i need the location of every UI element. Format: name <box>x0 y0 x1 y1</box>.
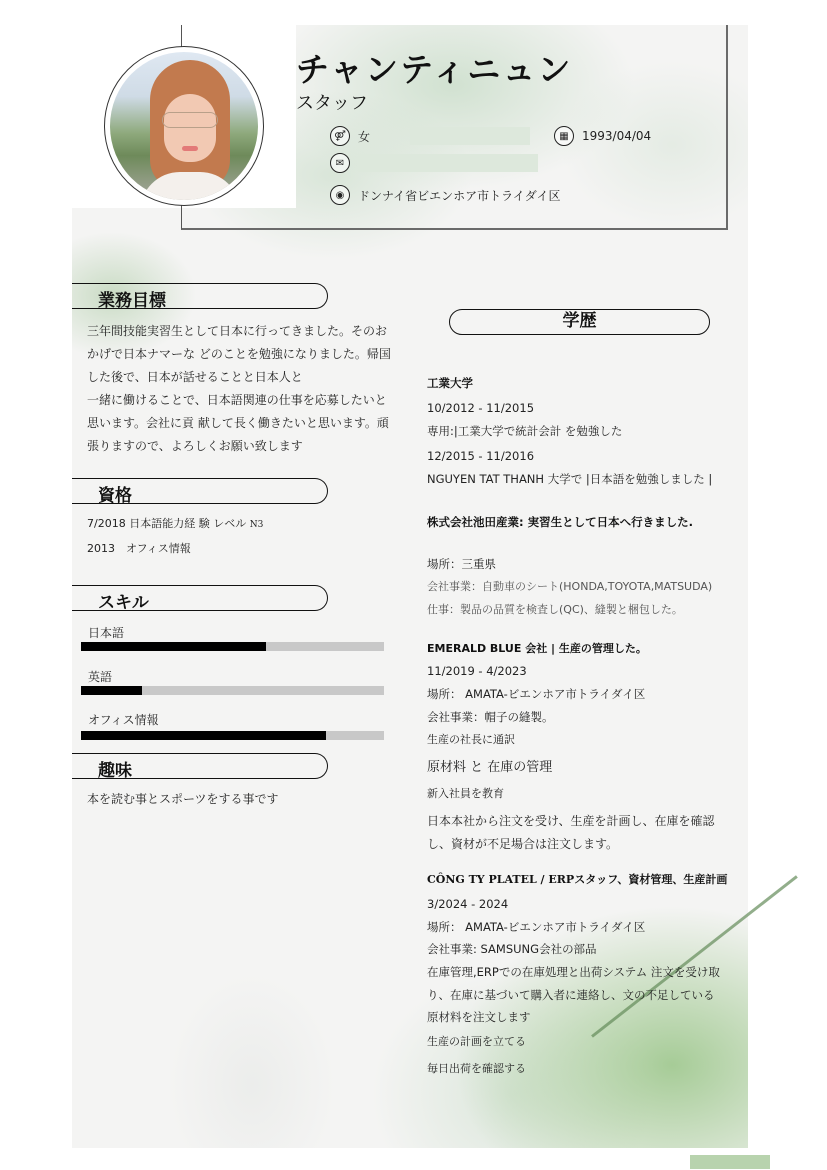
email-row <box>330 153 538 173</box>
experience-line: 場所： AMATA-ビエンホア市トライダイ区 <box>427 920 646 934</box>
experience-title: EMERALD BLUE 会社 | 生産の管理した。 <box>427 642 647 655</box>
experience-line: 原材料を注文します <box>427 1010 531 1024</box>
qualification-item: 2013 オフィス情報 <box>87 542 191 555</box>
experience-line: 生産の計画を立てる <box>427 1035 526 1048</box>
avatar-lips <box>182 146 198 151</box>
skill-bar-english <box>81 686 384 695</box>
avatar-glasses <box>162 112 218 128</box>
experience-line: 会社事業：自動車のシート(HONDA,TOYOTA,MATSUDA) <box>427 580 713 593</box>
experience-line: 場所：三重県 <box>427 557 496 571</box>
email-value <box>358 154 538 172</box>
avatar-face <box>164 94 216 162</box>
section-title: 業務目標 <box>98 291 166 311</box>
birthdate-row <box>554 126 651 146</box>
section-education-header <box>449 309 710 335</box>
experience-line: 新入社員を教育 <box>427 787 504 800</box>
candidate-role: スタッフ <box>296 93 368 114</box>
section-title: 趣味 <box>98 761 132 781</box>
skill-bar-fill <box>81 731 326 740</box>
experience-title: CÔNG TY PLATEL / ERPスタッフ、資材管理、生産計画 <box>427 873 728 886</box>
skill-label-english: 英語 <box>88 670 113 684</box>
address-row <box>330 185 561 205</box>
objective-line: 思います。会社に貢 献して長く働きたいと思います。頑 <box>87 416 389 430</box>
experience-period: 3/2024 - 2024 <box>427 897 509 911</box>
section-qualifications-header <box>72 478 328 504</box>
objective-line: した後で、日本が話せることと日本人と <box>87 370 303 384</box>
skill-label-japanese: 日本語 <box>88 626 125 640</box>
section-objective-header <box>72 283 328 309</box>
objective-line: 一緒に働けることで、日本語関連の仕事を応募したいと <box>87 393 387 407</box>
experience-line: 場所： AMATA-ビエンホア市トライダイ区 <box>427 687 646 701</box>
leaf-decoration <box>591 875 798 1037</box>
experience-line: 原材料 と 在庫の管理 <box>427 760 553 775</box>
education-period: 12/2015 - 11/2016 <box>427 449 535 463</box>
hobbies-text: 本を読む事とスポーツをする事です <box>87 792 279 806</box>
section-hobbies-header <box>72 753 328 779</box>
experience-line: 生産の社長に通訳 <box>427 733 515 746</box>
gender-icon: ⚤ <box>330 126 350 146</box>
gender-row <box>330 126 530 146</box>
birthdate-value: 1993/04/04 <box>582 129 652 143</box>
education-desc: 専用:|工業大学で統計会計 を勉強した <box>427 424 623 438</box>
section-title: 資格 <box>98 486 132 506</box>
location-pin-icon: ◉ <box>330 185 350 205</box>
qualification-item <box>87 512 407 537</box>
experience-title: 株式会社池田産業: 実習生として日本へ行きました. <box>427 515 693 529</box>
experience-line: 会社事業: SAMSUNG会社の部品 <box>427 942 597 956</box>
skill-label-office: オフィス情報 <box>88 713 159 727</box>
experience-period: 11/2019 - 4/2023 <box>427 664 527 678</box>
skill-bar-fill <box>81 686 142 695</box>
mail-icon: ✉ <box>330 153 350 173</box>
education-school: 工業大学 <box>427 376 473 390</box>
experience-line: 日本本社から注文を受け、生産を計画し、在庫を確認 <box>427 814 715 828</box>
skill-bar-fill <box>81 642 266 651</box>
objective-line: 張りますので、よろしくお願い致します <box>87 439 303 453</box>
objective-line: 三年間技能実習生として日本に行ってきました。そのお <box>87 324 388 338</box>
experience-line: 在庫管理,ERPでの在庫処理と出荷システム 注文を受け取 <box>427 965 720 979</box>
address-value: ドンナイ省ビエンホア市トライダイ区 <box>358 188 561 203</box>
section-title: スキル <box>98 593 149 613</box>
experience-line: 毎日出荷を確認する <box>427 1062 526 1075</box>
redacted-area <box>690 1155 770 1169</box>
experience-line: 仕事：製品の品質を検査し(QC)、縫製と梱包した。 <box>427 603 683 616</box>
experience-line: 会社事業：帽子の縫製。 <box>427 710 554 724</box>
qualifications-list <box>87 512 407 560</box>
skill-bar-japanese <box>81 642 384 651</box>
qualification-level: N3 <box>249 520 264 530</box>
education-desc: NGUYEN TAT THANH 大学で |日本語を勉強しました | <box>427 472 713 486</box>
section-title: 学歴 <box>562 311 597 331</box>
calendar-icon: ▦ <box>554 126 574 146</box>
candidate-name: チャンティニュン <box>296 50 573 89</box>
avatar <box>104 46 264 206</box>
objective-text <box>87 320 407 458</box>
avatar-image <box>110 52 258 200</box>
education-period: 10/2012 - 11/2015 <box>427 401 535 415</box>
skill-bar-office <box>81 731 384 740</box>
redacted-phone <box>410 127 530 145</box>
experience-line: し、資材が不足場合は注文します。 <box>427 837 619 851</box>
gender-value: 女 <box>358 129 371 144</box>
experience-line: り、在庫に基づいて購入者に連絡し、文の不足している <box>427 988 715 1002</box>
objective-line: かげで日本ナマーな どのことを勉強になりました。帰国 <box>87 347 391 361</box>
qualification-text: 7/2018 日本語能力経 験 レベル <box>87 517 250 530</box>
section-skills-header <box>72 585 328 611</box>
